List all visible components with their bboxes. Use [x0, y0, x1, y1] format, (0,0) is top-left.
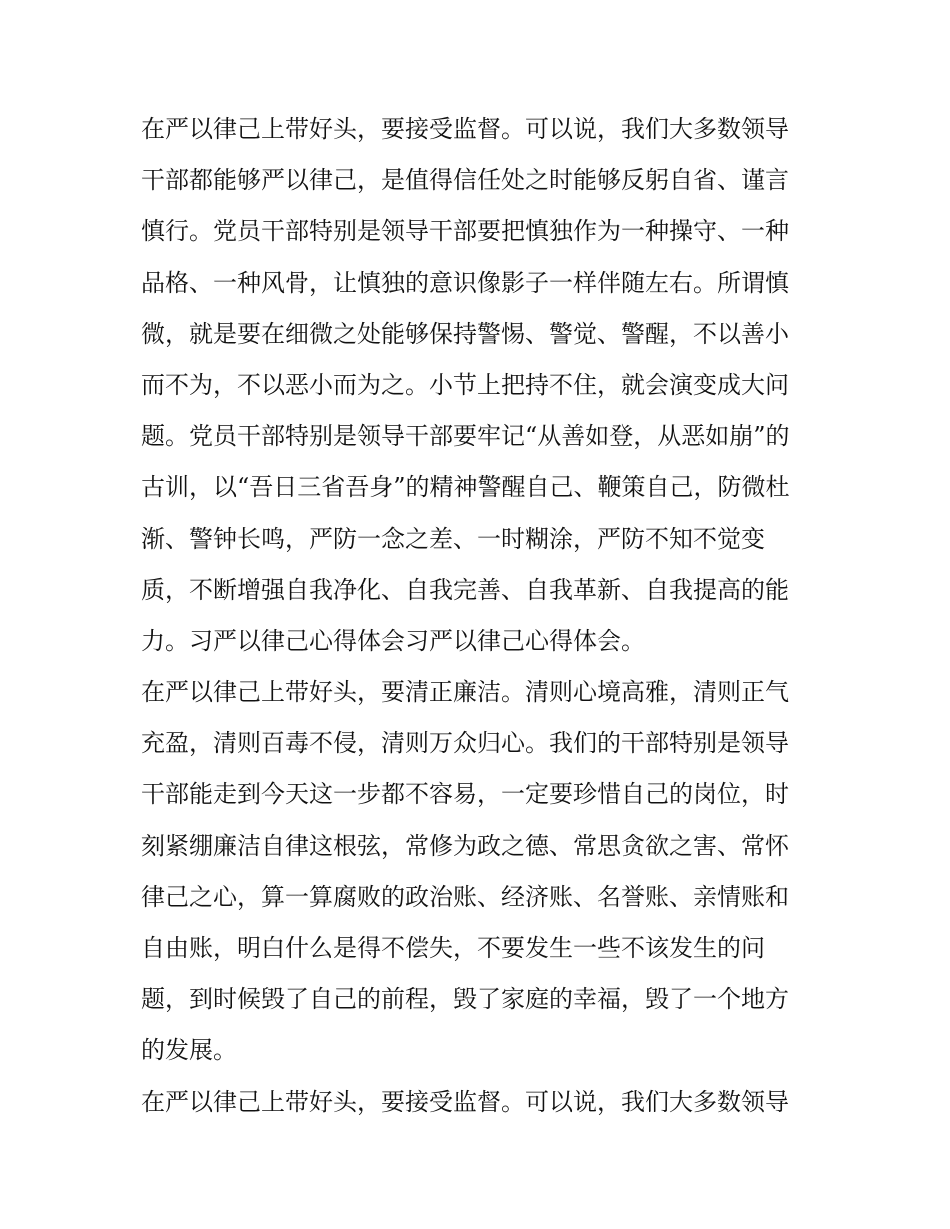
text-line: 慎行。党员干部特别是领导干部要把慎独作为一种操守、一种: [141, 217, 789, 246]
text-line: 质，不断增强自我净化、自我完善、自我革新、自我提高的能: [141, 575, 789, 604]
text-line: 品格、一种风骨，让慎独的意识像影子一样伴随左右。所谓慎: [141, 268, 789, 297]
text-line: 自由账，明白什么是得不偿失，不要发生一些不该发生的问: [141, 934, 765, 962]
text-line: 刻紧绷廉洁自律这根弦，常修为政之德、常思贪欲之害、常怀: [141, 831, 789, 860]
text-line: 干部都能够严以律己，是值得信任处之时能够反躬自省、谨言: [141, 166, 789, 195]
text-line: 力。习严以律己心得体会习严以律己心得体会。: [141, 626, 645, 655]
text-line: 渐、警钟长鸣，严防一念之差、一时糊涂，严防不知不觉变: [141, 524, 765, 553]
text-line: 在严以律己上带好头，要清正廉洁。清则心境高雅，清则正气: [141, 678, 789, 707]
text-line: 的发展。: [141, 1036, 237, 1065]
body-text: [141, 104, 821, 1128]
text-line: 律己之心，算一算腐败的政治账、经济账、名誉账、亲情账和: [141, 882, 789, 911]
text-line: 而不为，不以恶小而为之。小节上把持不住，就会演变成大问: [141, 370, 789, 399]
text-line: 古训，以“吾日三省吾身”的精神警醒自己、鞭策自己，防微杜: [141, 473, 790, 502]
text-line: 充盈，清则百毒不侵，清则万众归心。我们的干部特别是领导: [141, 729, 789, 758]
text-line: 题，到时候毁了自己的前程，毁了家庭的幸福，毁了一个地方: [141, 985, 789, 1014]
text-line: 微，就是要在细微之处能够保持警惕、警觉、警醒，不以善小: [141, 319, 789, 348]
text-line: 在严以律己上带好头，要接受监督。可以说，我们大多数领导: [141, 1087, 789, 1116]
text-line: 题。党员干部特别是领导干部要牢记“从善如登，从恶如崩”的: [141, 422, 790, 451]
text-line: 在严以律己上带好头，要接受监督。可以说，我们大多数领导: [141, 115, 789, 143]
text-line: 干部能走到今天这一步都不容易，一定要珍惜自己的岗位，时: [141, 780, 789, 809]
